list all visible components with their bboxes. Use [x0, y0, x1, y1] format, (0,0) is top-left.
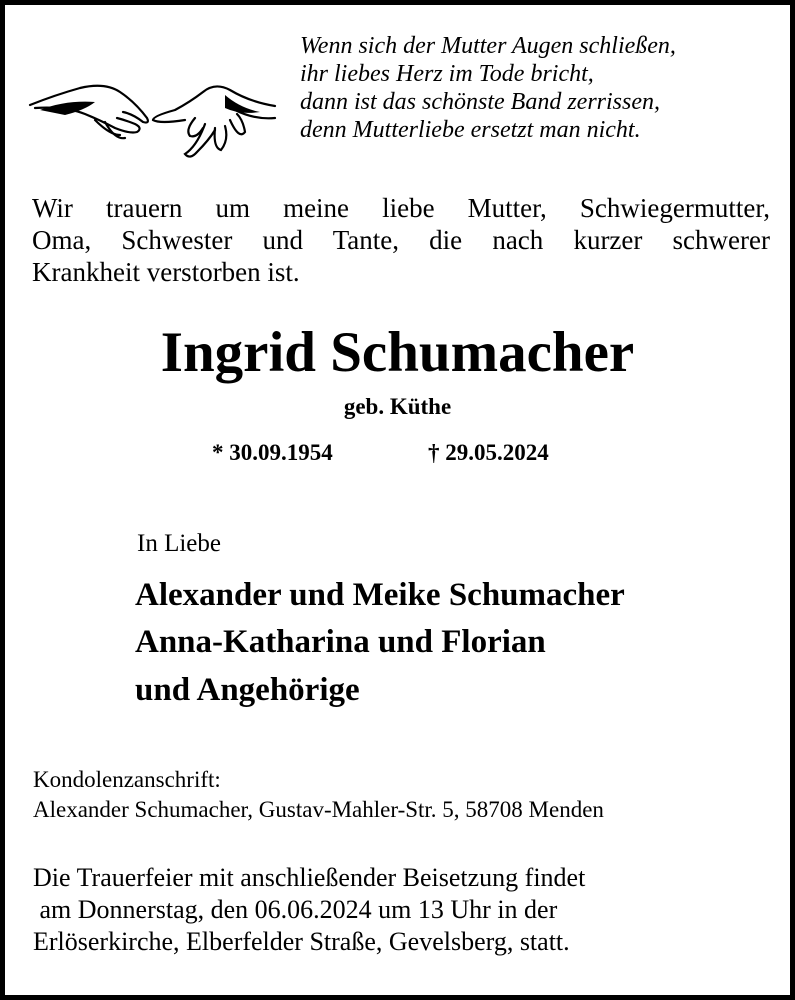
mourner-line: und Angehörige	[135, 672, 360, 708]
mourner-line: Alexander und Meike Schumacher	[135, 577, 625, 613]
poem-line: denn Mutterliebe ersetzt man nicht.	[300, 117, 641, 143]
intro-line: Oma, Schwester und Tante, die nach kurzer schwerer	[32, 225, 770, 255]
funeral-line: Die Trauerfeier mit anschließender Beisetzung findet	[33, 863, 586, 892]
poem-line: Wenn sich der Mutter Augen schließen,	[300, 33, 676, 59]
birth-name: geb. Küthe	[343, 394, 452, 419]
death-date: † 29.05.2024	[428, 440, 549, 465]
mourner-line: Anna-Katharina und Florian	[135, 624, 546, 660]
intro-line: Krankheit verstorben ist.	[32, 257, 300, 287]
condolence-label: Kondolenzanschrift:	[33, 767, 221, 792]
poem	[300, 32, 676, 144]
funeral-line: Erlöserkirche, Elberfelder Straße, Gevelsberg, statt.	[33, 927, 570, 956]
intro-text	[32, 192, 770, 288]
birth-date: * 30.09.1954	[212, 440, 333, 465]
creation-hands-illustration	[25, 80, 280, 165]
mourners-intro: In Liebe	[137, 530, 221, 557]
funeral-line: am Donnerstag, den 06.06.2024 um 13 Uhr in der	[33, 895, 558, 924]
intro-line: Wir trauern um meine liebe Mutter, Schwiegermutter,	[32, 193, 770, 223]
poem-line: ihr liebes Herz im Tode bricht,	[300, 61, 594, 87]
condolence-address: Alexander Schumacher, Gustav-Mahler-Str. 5, 58708 Menden	[33, 797, 604, 822]
poem-line: dann ist das schönste Band zerrissen,	[300, 89, 660, 115]
funeral-info	[33, 862, 585, 958]
deceased-name: Ingrid Schumacher	[160, 321, 635, 384]
